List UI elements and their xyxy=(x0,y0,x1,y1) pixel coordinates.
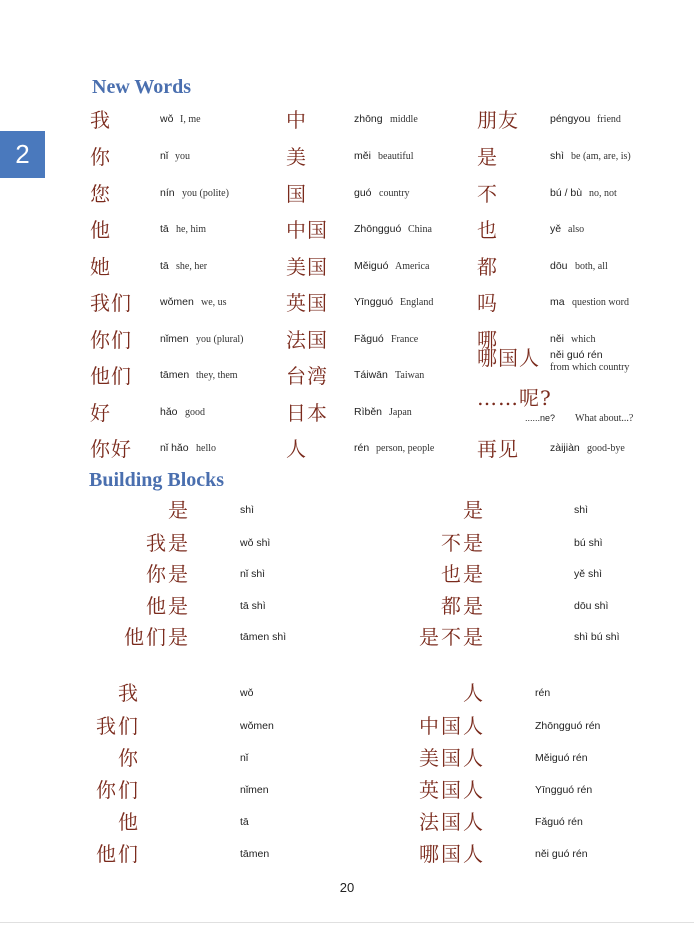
new-words-heading: New Words xyxy=(92,76,192,98)
vocab-english: good-bye xyxy=(587,443,625,454)
block-pinyin: dōu shì xyxy=(574,600,609,612)
vocab-english: he, him xyxy=(176,224,206,235)
vocab-hanzi: 都 xyxy=(477,255,498,279)
vocab-english: you xyxy=(175,151,190,162)
block-pinyin: tā shì xyxy=(240,600,266,612)
vocab-pinyin: Táiwān xyxy=(354,369,388,381)
vocab-english: beautiful xyxy=(378,151,414,162)
block-hanzi: 中国人 xyxy=(419,714,485,738)
block-hanzi: 他们是 xyxy=(124,625,190,649)
block-hanzi: 都是 xyxy=(441,594,485,618)
vocab-hanzi: 哪国人 xyxy=(477,346,540,370)
block-hanzi: 是不是 xyxy=(419,625,485,649)
vocab-hanzi: 他们 xyxy=(90,364,132,388)
block-hanzi: 美国人 xyxy=(419,746,485,770)
vocab-pinyin: wǒmen xyxy=(160,296,194,308)
block-pinyin: bú shì xyxy=(574,537,603,549)
vocab-hanzi: 你 xyxy=(90,145,111,169)
vocab-pinyin: zhōng xyxy=(354,113,383,125)
vocab-pinyin: ma xyxy=(550,296,565,308)
vocab-pinyin: Zhōngguó xyxy=(354,223,402,235)
vocab-english: which xyxy=(571,334,596,345)
vocab-hanzi: 国 xyxy=(286,182,307,206)
vocab-pinyin: něi xyxy=(550,333,565,345)
vocab-pinyin: nǐ hǎo xyxy=(160,442,189,454)
vocab-pinyin: Rìběn xyxy=(354,406,383,418)
block-pinyin: wǒ shì xyxy=(240,537,271,549)
vocab-pinyin: Yīngguó xyxy=(354,296,394,308)
vocab-english: no, not xyxy=(589,188,617,199)
vocab-hanzi: 再见 xyxy=(477,437,519,461)
vocab-english: France xyxy=(391,334,419,345)
vocab-english: she, her xyxy=(176,261,208,272)
vocab-hanzi: 他 xyxy=(90,218,111,242)
block-hanzi: 法国人 xyxy=(419,810,485,834)
vocab-pinyin: bú / bù xyxy=(550,187,583,199)
block-pinyin: rén xyxy=(535,687,551,699)
vocab-english: England xyxy=(400,297,434,308)
chapter-tab: 2 xyxy=(0,131,45,178)
block-pinyin: tāmen xyxy=(240,848,270,860)
vocab-pinyin: guó xyxy=(354,187,372,199)
vocab-pinyin: zàijiàn xyxy=(550,442,580,454)
vocab-hanzi: 您 xyxy=(90,182,111,206)
vocab-english: middle xyxy=(390,114,418,125)
vocab-pinyin: hǎo xyxy=(160,406,178,418)
vocab-pinyin: wǒ xyxy=(160,113,174,125)
vocab-hanzi: 你们 xyxy=(90,328,132,352)
block-hanzi: 不是 xyxy=(441,531,485,555)
block-pinyin: yě shì xyxy=(574,568,603,580)
vocab-pinyin: nǐmen xyxy=(160,333,189,345)
vocab-english: good xyxy=(185,407,205,418)
vocab-hanzi: 美 xyxy=(286,145,307,169)
vocab-hanzi: 人 xyxy=(286,437,307,461)
block-pinyin: wǒmen xyxy=(240,720,274,732)
vocab-hanzi: 美国 xyxy=(286,255,328,279)
vocab-pinyin: tā xyxy=(160,223,169,235)
vocab-pinyin: něi guó rén xyxy=(550,349,603,361)
vocab-hanzi: 你好 xyxy=(90,437,132,461)
vocab-hanzi: 哪 xyxy=(477,328,498,352)
block-hanzi: 他们 xyxy=(96,842,140,866)
block-hanzi: 你 xyxy=(118,746,140,770)
vocab-english: they, them xyxy=(196,370,238,381)
vocab-hanzi: 中 xyxy=(286,108,307,132)
block-pinyin: Měiguó rén xyxy=(535,752,588,764)
vocab-pinyin: Měiguó xyxy=(354,260,389,272)
vocab-english: we, us xyxy=(201,297,227,308)
vocab-hanzi: 我们 xyxy=(90,291,132,315)
block-hanzi: 我是 xyxy=(146,531,190,555)
vocab-hanzi: 日本 xyxy=(286,401,328,425)
vocab-pinyin: dōu xyxy=(550,260,568,272)
vocab-hanzi: 朋友 xyxy=(477,108,519,132)
block-pinyin: shì bú shì xyxy=(574,631,620,643)
block-pinyin: shì xyxy=(574,504,589,516)
block-pinyin: nǐ shì xyxy=(240,568,266,580)
vocab-english: you (polite) xyxy=(182,188,229,199)
block-pinyin: něi guó rén xyxy=(535,848,588,860)
vocab-english: hello xyxy=(196,443,216,454)
vocab-pinyin: yě xyxy=(550,223,562,235)
block-pinyin: Yīngguó rén xyxy=(535,784,593,796)
block-pinyin: nǐ xyxy=(240,752,249,764)
vocab-pinyin: péngyou xyxy=(550,113,591,125)
vocab-english: What about...? xyxy=(575,413,634,424)
vocab-pinyin: Fǎguó xyxy=(354,333,384,345)
block-hanzi: 你们 xyxy=(96,778,140,802)
block-pinyin: Zhōngguó rén xyxy=(535,720,601,732)
block-hanzi: 人 xyxy=(463,681,485,705)
vocab-english: America xyxy=(395,261,430,272)
vocab-english: friend xyxy=(597,114,621,125)
block-hanzi: 你是 xyxy=(146,562,190,586)
block-hanzi: 也是 xyxy=(441,562,485,586)
vocab-pinyin: nín xyxy=(160,187,175,199)
block-hanzi: 是 xyxy=(168,498,190,522)
block-hanzi: 他 xyxy=(118,810,140,834)
vocab-english: question word xyxy=(572,297,629,308)
vocab-english: country xyxy=(379,188,410,199)
vocab-english: also xyxy=(568,224,585,235)
block-hanzi: 哪国人 xyxy=(419,842,485,866)
vocab-english: you (plural) xyxy=(196,334,244,345)
vocab-pinyin: rén xyxy=(354,442,370,454)
block-pinyin: shì xyxy=(240,504,255,516)
vocab-pinyin: tāmen xyxy=(160,369,190,381)
vocab-english: I, me xyxy=(180,114,201,125)
block-hanzi: 我 xyxy=(118,681,140,705)
vocab-pinyin: tā xyxy=(160,260,169,272)
block-hanzi: 英国人 xyxy=(419,778,485,802)
vocab-english: Taiwan xyxy=(395,370,425,381)
block-pinyin: nǐmen xyxy=(240,784,269,796)
page-divider xyxy=(0,922,694,923)
vocab-pinyin: ......ne? xyxy=(525,413,556,423)
vocab-hanzi: 好 xyxy=(90,401,111,425)
block-pinyin: wǒ xyxy=(240,687,254,699)
vocab-hanzi: 是 xyxy=(477,145,498,169)
vocab-pinyin: shì xyxy=(550,150,565,162)
block-hanzi: 我们 xyxy=(96,714,140,738)
vocab-english: Japan xyxy=(389,407,412,418)
vocab-hanzi: 也 xyxy=(477,218,498,242)
building-blocks-heading: Building Blocks xyxy=(89,469,225,491)
block-pinyin: tāmen shì xyxy=(240,631,287,643)
block-hanzi: 他是 xyxy=(146,594,190,618)
vocab-hanzi: 英国 xyxy=(286,291,328,315)
vocab-hanzi: 法国 xyxy=(286,328,328,352)
block-pinyin: Fǎguó rén xyxy=(535,816,583,828)
page-number: 20 xyxy=(339,880,355,895)
vocab-hanzi: 中国 xyxy=(286,218,328,242)
vocab-english: China xyxy=(408,224,432,235)
vocab-english: both, all xyxy=(575,261,608,272)
vocab-hanzi: 台湾 xyxy=(286,364,328,388)
vocab-hanzi: ……呢? xyxy=(477,386,552,410)
vocab-hanzi: 不 xyxy=(477,182,498,206)
vocab-hanzi: 她 xyxy=(90,255,111,279)
vocab-english: person, people xyxy=(376,443,435,454)
vocab-hanzi: 吗 xyxy=(477,291,498,315)
vocab-pinyin: nǐ xyxy=(160,150,169,162)
vocab-english: be (am, are, is) xyxy=(571,151,631,162)
block-hanzi: 是 xyxy=(463,498,485,522)
block-pinyin: tā xyxy=(240,816,249,828)
vocab-english: from which country xyxy=(550,362,630,373)
vocab-pinyin: měi xyxy=(354,150,371,162)
vocab-hanzi: 我 xyxy=(90,108,111,132)
